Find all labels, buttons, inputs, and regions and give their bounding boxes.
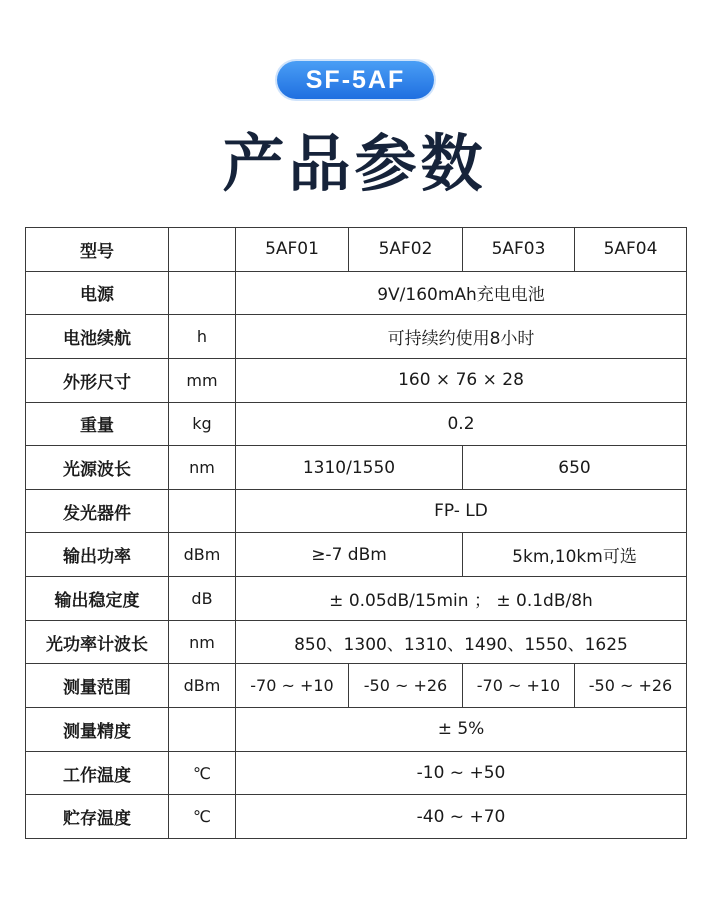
row-value: ≥-7 dBm [236,533,463,577]
table-row-emitter [26,489,687,533]
row-unit [169,228,236,272]
model-badge: SF-5AF [277,61,434,99]
model-cell: 5AF02 [349,228,463,272]
table-row-operating-temp [26,751,687,795]
row-label: 电池续航 [26,315,169,359]
row-value: ± 5% [236,708,687,752]
table-row-weight [26,402,687,446]
row-unit: ℃ [169,751,236,795]
table-row-dimensions [26,358,687,402]
model-cell: 5AF01 [236,228,349,272]
row-label: 电源 [26,271,169,315]
row-label: 输出稳定度 [26,577,169,621]
row-label: 输出功率 [26,533,169,577]
row-unit: ℃ [169,795,236,839]
table-row-measure-range [26,664,687,708]
row-unit: h [169,315,236,359]
row-unit: dBm [169,533,236,577]
model-cell: 5AF04 [575,228,687,272]
row-unit [169,271,236,315]
range-cell: -70 ~ +10 [236,664,349,708]
range-cell: -50 ~ +26 [575,664,687,708]
row-unit: nm [169,446,236,490]
row-unit: dB [169,577,236,621]
row-unit: mm [169,358,236,402]
table-row-battery-life [26,315,687,359]
row-unit [169,489,236,533]
row-value: 160 × 76 × 28 [236,358,687,402]
table-row-accuracy [26,708,687,752]
row-value: FP- LD [236,489,687,533]
row-label: 外形尺寸 [26,358,169,402]
row-label: 测量范围 [26,664,169,708]
row-value: 650 [463,446,687,490]
spec-table [25,227,687,839]
row-label: 发光器件 [26,489,169,533]
row-value: 9V/160mAh充电电池 [236,271,687,315]
page-title: 产品参数 [222,127,487,200]
row-label: 光源波长 [26,446,169,490]
table-row-power [26,271,687,315]
table-row-source-wavelength [26,446,687,490]
table-row-output-power [26,533,687,577]
row-unit: kg [169,402,236,446]
range-cell: -50 ~ +26 [349,664,463,708]
row-label: 型号 [26,228,169,272]
table-row-meter-wavelength [26,620,687,664]
table-row-output-stability [26,577,687,621]
table-row-storage-temp [26,795,687,839]
row-unit [169,708,236,752]
row-value: -40 ~ +70 [236,795,687,839]
row-label: 光功率计波长 [26,620,169,664]
row-value: ± 0.05dB/15min ； ± 0.1dB/8h [236,577,687,621]
table-row-model [26,228,687,272]
row-unit: nm [169,620,236,664]
row-value: 0.2 [236,402,687,446]
row-value: 850、1300、1310、1490、1550、1625 [236,620,687,664]
range-cell: -70 ~ +10 [463,664,575,708]
row-label: 工作温度 [26,751,169,795]
row-value: 1310/1550 [236,446,463,490]
row-value: 可持续约使用8小时 [236,315,687,359]
row-value: -10 ~ +50 [236,751,687,795]
row-label: 贮存温度 [26,795,169,839]
row-value: 5km,10km可选 [463,533,687,577]
model-cell: 5AF03 [463,228,575,272]
row-label: 重量 [26,402,169,446]
row-label: 测量精度 [26,708,169,752]
row-unit: dBm [169,664,236,708]
